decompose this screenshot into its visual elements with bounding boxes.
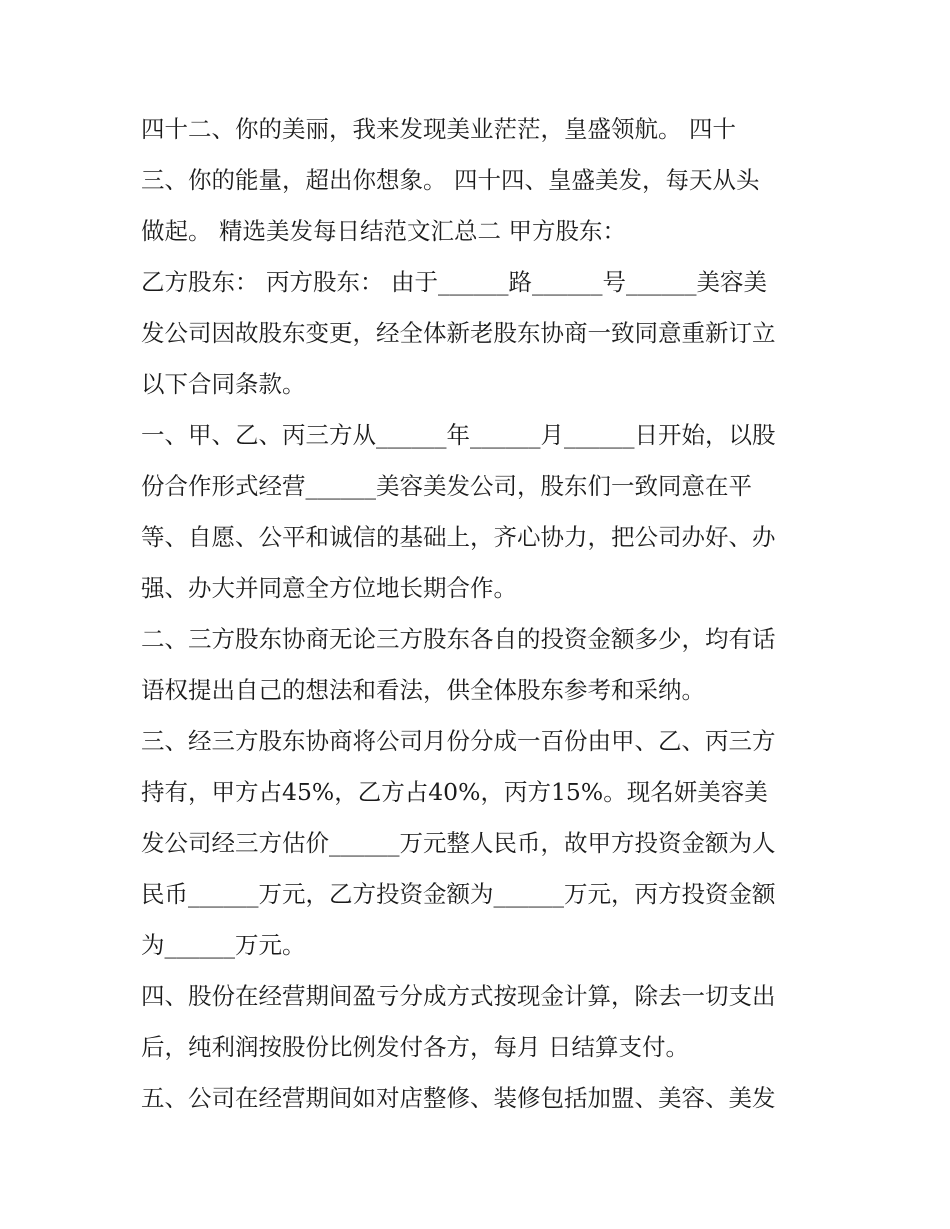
text-line: 发公司经三方估价______万元整人民币，故甲方投资金额为人 xyxy=(141,829,776,857)
text-line: 四、股份在经营期间盈亏分成方式按现金计算，除去一切支出 xyxy=(141,982,776,1010)
text-line: 四十二、你的美丽，我来发现美业茫茫，皇盛领航。 四十 xyxy=(141,115,736,143)
text-line: 等、自愿、公平和诚信的基础上，齐心协力，把公司办好、办 xyxy=(141,523,776,551)
text-line: 二、三方股东协商无论三方股东各自的投资金额多少，均有话 xyxy=(141,625,776,653)
text-line: 持有，甲方占45%，乙方占40%，丙方15%。现名妍美容美 xyxy=(141,778,768,806)
text-line: 一、甲、乙、丙三方从______年______月______日开始，以股 xyxy=(141,421,776,449)
text-line: 三、经三方股东协商将公司月份分成一百份由甲、乙、丙三方 xyxy=(141,727,776,755)
text-line: 发公司因故股东变更，经全体新老股东协商一致同意重新订立 xyxy=(141,319,776,347)
text-line: 为______万元。 xyxy=(141,931,306,959)
document-body xyxy=(141,104,813,1124)
text-line: 三、你的能量，超出你想象。 四十四、皇盛美发，每天从头 xyxy=(141,166,760,194)
text-line: 以下合同条款。 xyxy=(141,370,306,398)
text-line: 份合作形式经营______美容美发公司，股东们一致同意在平 xyxy=(141,472,752,500)
text-line: 民币______万元，乙方投资金额为______万元，丙方投资金额 xyxy=(141,880,776,908)
text-line: 五、公司在经营期间如对店整修、装修包括加盟、美容、美发 xyxy=(141,1084,776,1112)
text-line: 后，纯利润按股份比例发付各方，每月 日结算支付。 xyxy=(141,1033,689,1061)
text-line: 做起。 精选美发每日结范文汇总二 甲方股东： xyxy=(141,217,626,245)
text-line: 强、办大并同意全方位地长期合作。 xyxy=(141,574,517,602)
text-line: 语权提出自己的想法和看法，供全体股东参考和采纳。 xyxy=(141,676,705,704)
text-line: 乙方股东： 丙方股东： 由于______路______号______美容美 xyxy=(141,268,767,296)
